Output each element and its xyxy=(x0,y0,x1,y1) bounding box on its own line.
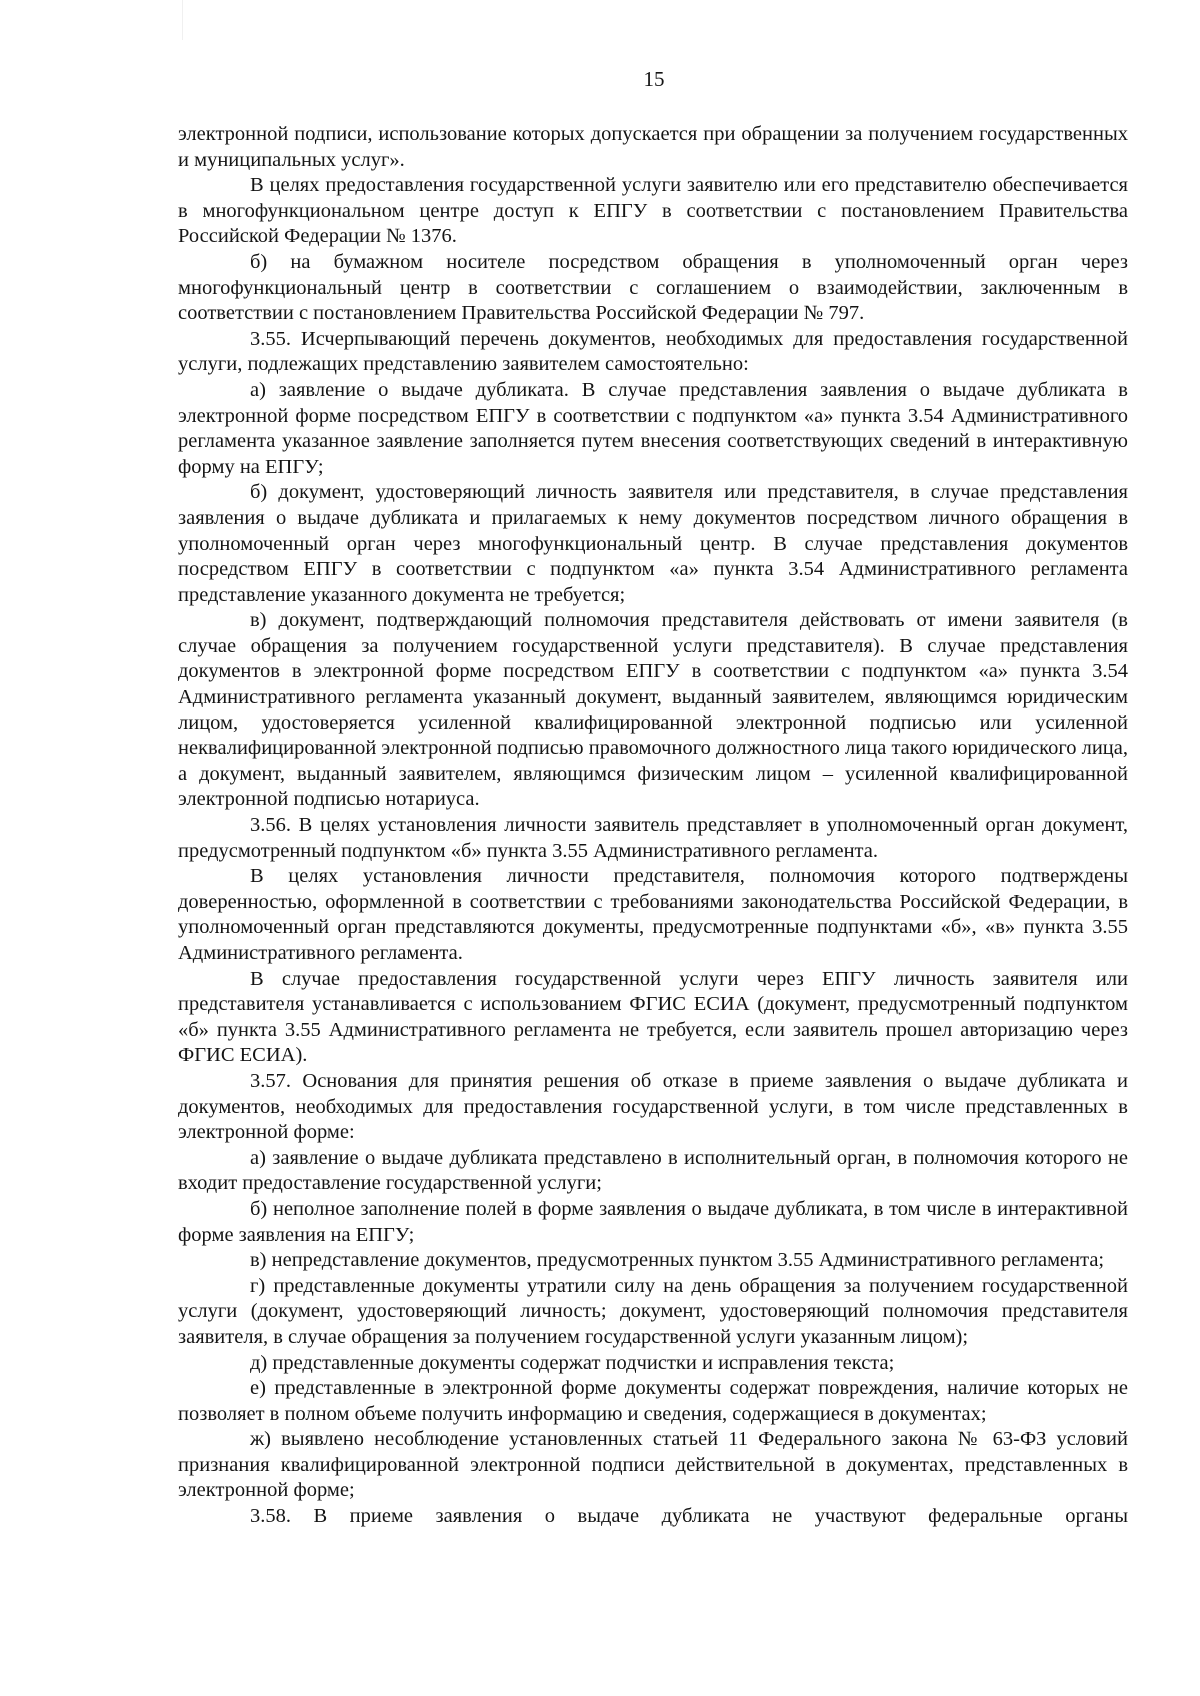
paragraph-epgu-access: В целях предоставления государственной услуги заявителю или его представителю обеспечивается в многофункциональном центре доступ к ЕПГУ в соответствии с постановлением Правительства Российской Федерации № 1376. xyxy=(178,174,1128,248)
paragraph-3-57-g: г) представленные документы утратили силу на день обращения за получением государственной услуги (документ, удостоверяющий личность; документ, удостоверяющий полномочия представителя заявителя, в случае обращения за получением государственной услуги указанным лицом); xyxy=(178,1274,1128,1348)
paragraph-continuation: электронной подписи, использование которых допускается при обращении за получением государственных и муниципальных услуг». xyxy=(178,123,1128,171)
paragraph-3-55-v: в) документ, подтверждающий полномочия представителя действовать от имени заявителя (в случае обращения за получением государственной услуги представителя). В случае представления документов в электронной форме посредством ЕПГУ в соответствии с подпунктом «а» пункта 3.54 Административного регламента указанный документ, выданный заявителем, являющимся юридическим лицом, удостоверяется усиленной квалифицированной электронной подписью или усиленной неквалифицированной электронной подписью правомочного должностного лица такого юридического лица, а документ, выданный заявителем, являющимся физическим лицом – усиленной квалифицированной электронной подписью нотариуса. xyxy=(178,609,1128,811)
page-number: 15 xyxy=(643,67,665,91)
paragraph-3-57-v: в) непредставление документов, предусмотренных пунктом 3.55 Административного регламента; xyxy=(250,1249,1105,1272)
paragraph-3-57-a: а) заявление о выдаче дубликата представлено в исполнительный орган, в полномочия которого не входит предоставление государственной услуги; xyxy=(178,1146,1128,1195)
paragraph-3-56-epgu: В случае предоставления государственной услуги через ЕПГУ личность заявителя или представителя устанавливается с использованием ФГИС ЕСИА (документ, предусмотренный подпунктом «б» пункта 3.55 Административного регламента не требуется, если заявитель прошел авторизацию через ФГИС ЕСИА). xyxy=(178,967,1128,1067)
paragraph-3-57-d: д) представленные документы содержат подчистки и исправления текста; xyxy=(250,1351,895,1374)
paragraph-3-57-e: е) представленные в электронной форме документы содержат повреждения, наличие которых не позволяет в полном объеме получить информацию и сведения, содержащиеся в документах; xyxy=(178,1377,1128,1425)
paragraph-3-57-zh: ж) выявлено несоблюдение установленных статьей 11 Федерального закона № 63-ФЗ условий признания квалифицированной электронной подписи действительной в документах, представленных в электронной форме; xyxy=(178,1428,1128,1502)
paragraph-3-56-representative: В целях установления личности представителя, полномочия которого подтверждены доверенностью, оформленной в соответствии с требованиями законодательства Российской Федерации, в уполномоченный орган представляются документы, предусмотренные подпунктами «б», «в» пункта 3.55 Административного регламента. xyxy=(178,865,1128,964)
paragraph-3-56: 3.56. В целях установления личности заявитель представляет в уполномоченный орган документ, предусмотренный подпунктом «б» пункта 3.55 Административного регламента. xyxy=(178,814,1128,862)
paragraph-3-58: 3.58. В приеме заявления о выдаче дубликата не участвуют федеральные органы xyxy=(250,1505,1128,1528)
paragraph-3-57: 3.57. Основания для принятия решения об отказе в приеме заявления о выдаче дубликата и документов, необходимых для предоставления государственной услуги, в том числе представленных в электронной форме: xyxy=(178,1069,1128,1144)
paragraph-3-55-b: б) документ, удостоверяющий личность заявителя или представителя, в случае представления заявления о выдаче дубликата и прилагаемых к нему документов посредством личного обращения в уполномоченный орган через многофункциональный центр. В случае представления документов посредством ЕПГУ в соответствии с подпунктом «а» пункта 3.54 Административного регламента представление указанного документа не требуется; xyxy=(178,481,1128,606)
document-body xyxy=(178,122,1128,1530)
paragraph-3-55-a: а) заявление о выдаче дубликата. В случае представления заявления о выдаче дубликата в электронной форме посредством ЕПГУ в соответствии с подпунктом «а» пункта 3.54 Административного регламента указанное заявление заполняется путем внесения соответствующих сведений в интерактивную форму на ЕПГУ; xyxy=(178,378,1128,478)
paragraph-3-57-b: б) неполное заполнение полей в форме заявления о выдаче дубликата, в том числе в интерактивной форме заявления на ЕПГУ; xyxy=(178,1197,1128,1246)
scan-edge-mark xyxy=(182,0,183,40)
paragraph-3-55: 3.55. Исчерпывающий перечень документов, необходимых для предоставления государственной услуги, подлежащих представлению заявителем самостоятельно: xyxy=(178,327,1128,376)
paragraph-paper-submission: б) на бумажном носителе посредством обращения в уполномоченный орган через многофункциональный центр в соответствии с соглашением о взаимодействии, заключенным в соответствии с постановлением Правительства Российской Федерации № 797. xyxy=(178,250,1128,325)
